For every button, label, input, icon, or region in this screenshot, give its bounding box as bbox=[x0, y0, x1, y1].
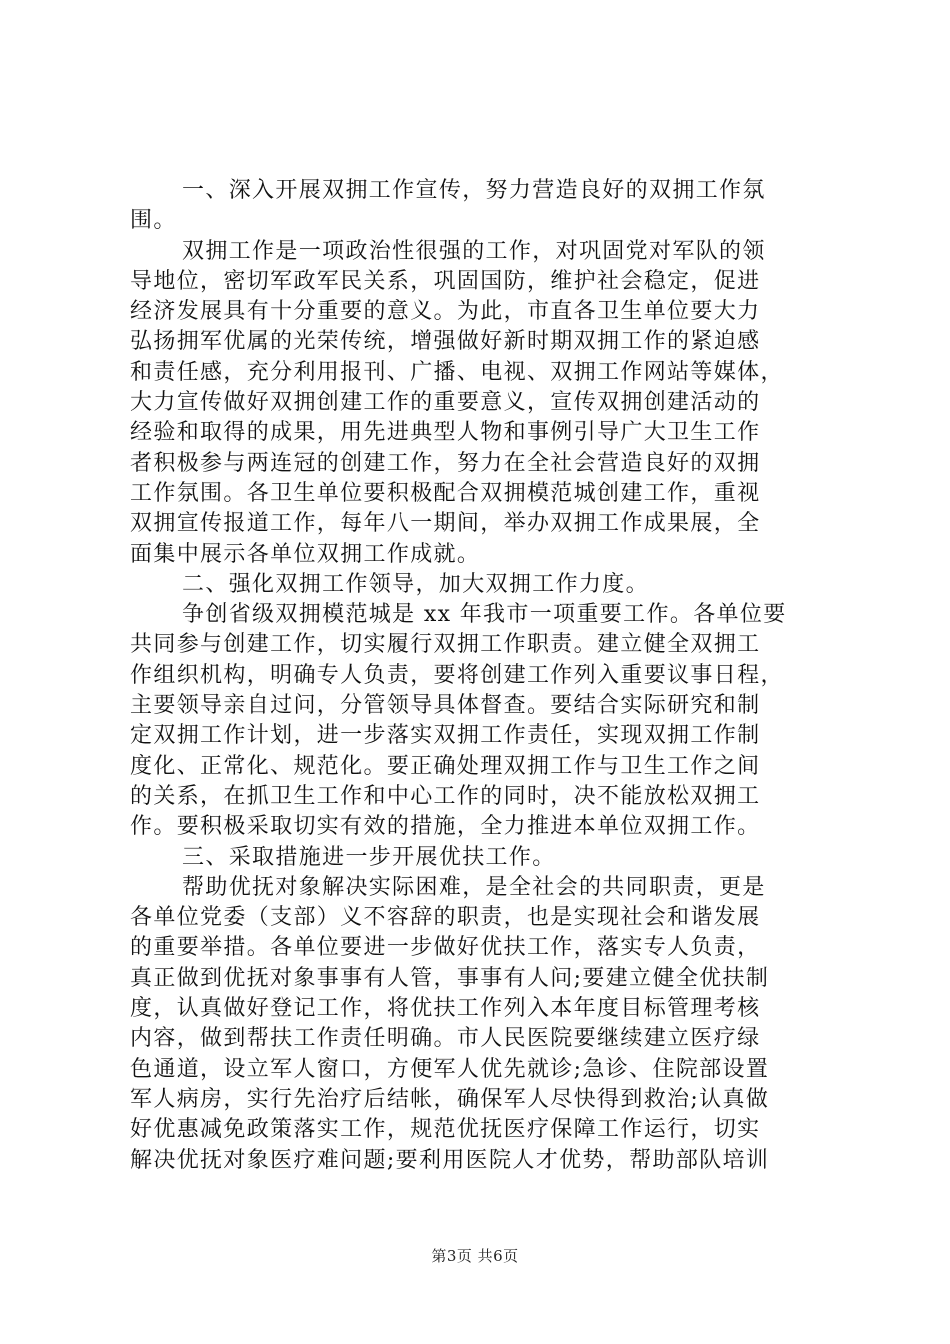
text-line: 度，认真做好登记工作，将优扶工作列入本年度目标管理考核 bbox=[130, 996, 761, 1022]
text-line: 作。要积极采取切实有效的措施，全力推进本单位双拥工作。 bbox=[130, 814, 761, 840]
text-line: 争创省级双拥模范城是 xx 年我市一项重要工作。各单位要 bbox=[182, 602, 787, 628]
text-line: 弘扬拥军优属的光荣传统，增强做好新时期双拥工作的紧迫感 bbox=[130, 329, 761, 355]
text-line: 的重要举措。各单位要进一步做好优扶工作，落实专人负责， bbox=[130, 935, 761, 961]
text-line: 大力宣传做好双拥创建工作的重要意义，宣传双拥创建活动的 bbox=[130, 390, 761, 416]
text-line: 经验和取得的成果，用先进典型人物和事例引导广大卫生工作 bbox=[130, 420, 761, 446]
text-line: 定双拥工作计划，进一步落实双拥工作责任，实现双拥工作制 bbox=[130, 723, 761, 749]
page-footer: 第3页 共6页 bbox=[431, 1247, 519, 1265]
text-line: 作组织机构，明确专人负责，要将创建工作列入重要议事日程， bbox=[130, 662, 784, 688]
text-line: 一、深入开展双拥工作宣传，努力营造良好的双拥工作氛 bbox=[182, 178, 766, 203]
text-line: 导地位，密切军政军民关系，巩固国防，维护社会稳定，促进 bbox=[130, 268, 761, 294]
text-line: 双拥宣传报道工作，每年八一期间，举办双拥工作成果展，全 bbox=[130, 511, 761, 537]
text-line: 好优惠减免政策落实工作，规范优抚医疗保障工作运行，切实 bbox=[130, 1117, 761, 1143]
text-line: 军人病房，实行先治疗后结帐，确保军人尽快得到救治;认真做 bbox=[130, 1086, 770, 1112]
text-line: 二、强化双拥工作领导，加大双拥工作力度。 bbox=[182, 571, 650, 597]
text-line: 帮助优抚对象解决实际困难，是全社会的共同职责，更是 bbox=[182, 874, 766, 900]
text-line: 面集中展示各单位双拥工作成就。 bbox=[130, 541, 481, 567]
text-line: 度化、正常化、规范化。要正确处理双拥工作与卫生工作之间 bbox=[130, 753, 761, 779]
text-line: 真正做到优抚对象事事有人管，事事有人问;要建立健全优扶制 bbox=[130, 965, 770, 991]
text-line: 双拥工作是一项政治性很强的工作，对巩固党对军队的领 bbox=[182, 238, 766, 264]
text-line: 经济发展具有十分重要的意义。为此，市直各卫生单位要大力 bbox=[130, 299, 761, 325]
text-line: 色通道，设立军人窗口，方便军人优先就诊;急诊、住院部设置 bbox=[130, 1056, 770, 1082]
document-body bbox=[130, 176, 838, 1176]
text-line: 三、采取措施进一步开展优扶工作。 bbox=[182, 844, 556, 870]
text-line: 围。 bbox=[130, 208, 177, 234]
text-line: 者积极参与两连冠的创建工作，努力在全社会营造良好的双拥 bbox=[130, 450, 761, 476]
text-line: 的关系，在抓卫生工作和中心工作的同时，决不能放松双拥工 bbox=[130, 783, 761, 809]
text-line: 工作氛围。各卫生单位要积极配合双拥模范城创建工作，重视 bbox=[130, 480, 761, 506]
text-line: 主要领导亲自过问，分管领导具体督查。要结合实际研究和制 bbox=[130, 693, 761, 719]
text-line: 内容，做到帮扶工作责任明确。市人民医院要继续建立医疗绿 bbox=[130, 1026, 761, 1052]
text-line: 和责任感，充分利用报刊、广播、电视、双拥工作网站等媒体， bbox=[130, 359, 784, 385]
text-line: 各单位党委（支部）义不容辞的职责，也是实现社会和谐发展 bbox=[130, 905, 761, 931]
text-line: 共同参与创建工作，切实履行双拥工作职责。建立健全双拥工 bbox=[130, 632, 761, 658]
text-line: 解决优抚对象医疗难问题;要利用医院人才优势，帮助部队培训 bbox=[130, 1147, 770, 1173]
